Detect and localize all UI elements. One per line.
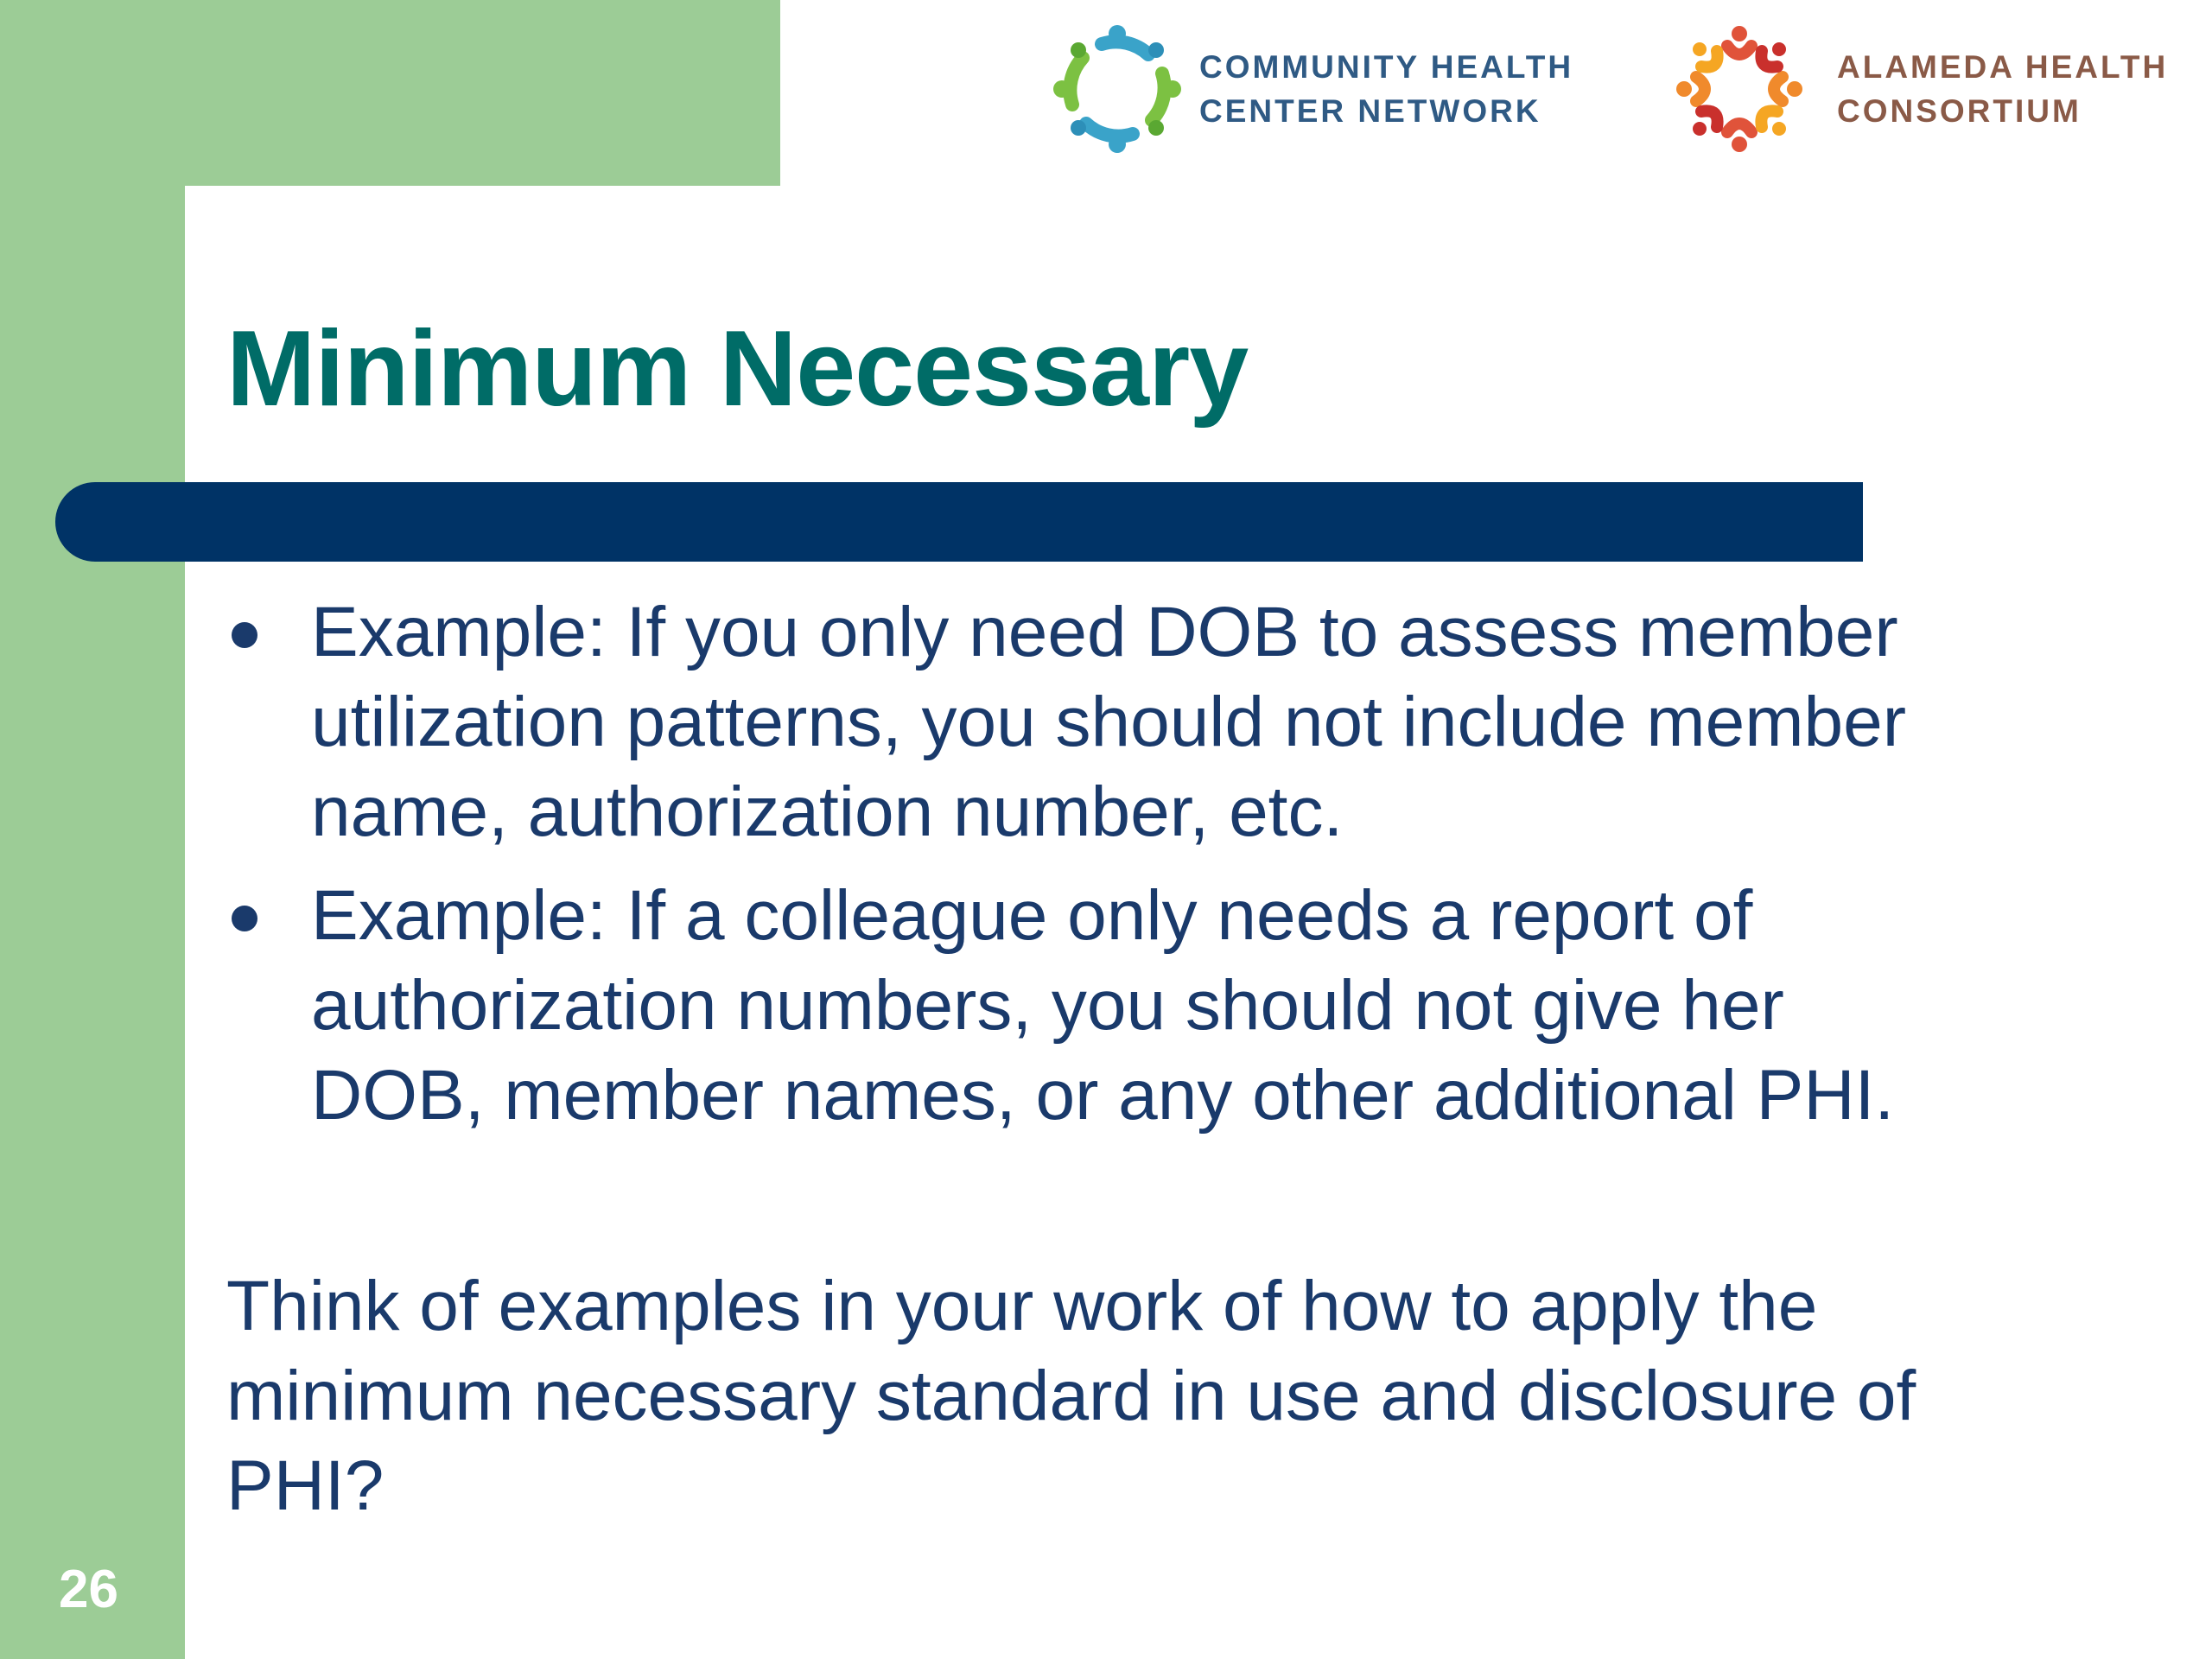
sunburst-people-icon [1675, 24, 1804, 154]
left-green-band [0, 0, 185, 1659]
question-line: Think of examples in your work of how to apply the [226, 1267, 1818, 1345]
alameda-health-logo [1675, 24, 2168, 154]
alameda-health-name-line1: ALAMEDA HEALTH [1837, 49, 2169, 85]
bullet-line: Example: If a colleague only needs a report of [311, 876, 1753, 955]
discussion-question [226, 1262, 2127, 1531]
community-health-name-line2: CENTER NETWORK [1199, 93, 1541, 129]
title-underline-bar [55, 482, 1863, 562]
bullet-item [226, 588, 2127, 857]
question-line: minimum necessary standard in use and disclosure of [226, 1357, 1916, 1435]
slide-title: Minimum Necessary [226, 309, 1249, 429]
bullet-list [226, 588, 2127, 1154]
community-health-name-line1: COMMUNITY HEALTH [1199, 49, 1574, 85]
bullet-line: DOB, member names, or any other additional PHI. [311, 1056, 1895, 1135]
bullet-line: name, authorization number, etc. [311, 772, 1344, 851]
bullet-line: utilization patterns, you should not include member [311, 683, 1907, 761]
top-green-band [0, 0, 780, 186]
community-health-logo [1052, 24, 1573, 154]
circle-of-people-icon [1052, 24, 1182, 154]
bullet-line: Example: If you only need DOB to assess member [311, 593, 1898, 671]
bullet-line: authorization numbers, you should not give her [311, 966, 1784, 1045]
bullet-dot-icon [232, 622, 257, 648]
alameda-health-name-line2: CONSORTIUM [1837, 93, 2082, 129]
bullet-dot-icon [232, 906, 257, 931]
question-line: PHI? [226, 1446, 385, 1525]
slide-number: 26 [59, 1560, 118, 1619]
bullet-item [226, 871, 2127, 1141]
